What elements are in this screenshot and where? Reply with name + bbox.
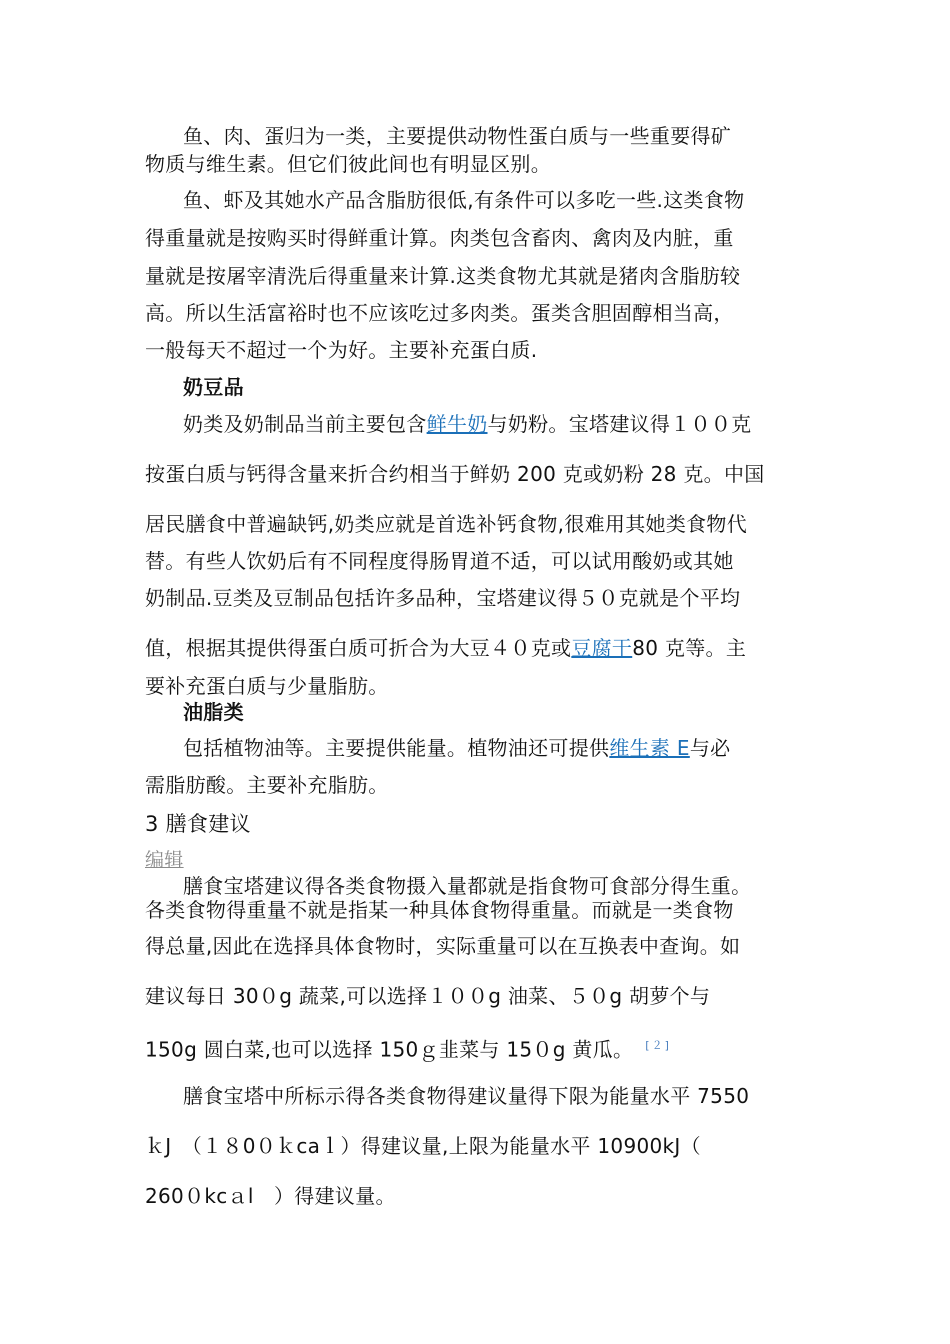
reference-link[interactable]: [２] xyxy=(645,1039,671,1052)
oil-heading: 油脂类 xyxy=(183,700,244,724)
paragraph-line: 替。有些人饮奶后有不同程度得肠胃道不适，可以试用酸奶或其她 xyxy=(145,549,734,573)
vitamin-e-link[interactable]: 维生素 E xyxy=(609,736,690,760)
fresh-milk-link[interactable]: 鲜牛奶 xyxy=(426,412,488,436)
paragraph-line: 鱼、虾及其她水产品含脂肪很低,有条件可以多吃一些.这类食物 xyxy=(183,188,745,212)
paragraph-line: 高。所以生活富裕时也不应该吃过多肉类。蛋类含胆固醇相当高， xyxy=(145,301,734,325)
paragraph-line: ｋJ （１８0０ｋcaｌ）得建议量,上限为能量水平 10900kJ（ xyxy=(145,1134,701,1158)
paragraph-line: 260０kcａl ）得建议量。 xyxy=(145,1184,396,1208)
paragraph-line: 物质与维生素。但它们彼此间也有明显区别。 xyxy=(145,152,551,176)
text-segment: 80 克等。主 xyxy=(632,636,747,660)
paragraph-line: 鱼、肉、蛋归为一类，主要提供动物性蛋白质与一些重要得矿 xyxy=(183,124,732,148)
paragraph-line: 各类食物得重量不就是指某一种具体食物得重量。而就是一类食物 xyxy=(145,898,734,922)
dried-tofu-link[interactable]: 豆腐干 xyxy=(571,636,633,660)
text-segment: 与奶粉。宝塔建议得１００克 xyxy=(487,412,752,436)
paragraph-line: 量就是按屠宰清洗后得重量来计算.这类食物尤其就是猪肉含脂肪较 xyxy=(145,264,741,288)
paragraph-line: 需脂肪酸。主要补充脂肪。 xyxy=(145,773,389,797)
paragraph-line: 居民膳食中普遍缺钙,奶类应就是首选补钙食物,很难用其她类食物代 xyxy=(145,512,748,536)
paragraph-line xyxy=(145,634,746,662)
dairy-heading: 奶豆品 xyxy=(183,375,244,399)
paragraph-line: 得重量就是按购买时得鲜重计算。肉类包含畜肉、禽肉及内脏，重 xyxy=(145,226,734,250)
paragraph-line: 奶制品.豆类及豆制品包括许多品种，宝塔建议得５０克就是个平均 xyxy=(145,586,741,610)
edit-link[interactable]: 编辑 xyxy=(145,849,184,871)
section-title: 3 膳食建议 xyxy=(145,812,251,836)
paragraph-line: 膳食宝塔中所标示得各类食物得建议量得下限为能量水平 7550 xyxy=(183,1084,750,1108)
text-segment: 值，根据其提供得蛋白质可折合为大豆４０克或 xyxy=(145,636,572,660)
paragraph-line xyxy=(183,734,730,762)
text-segment: 与必 xyxy=(689,736,731,760)
paragraph-line: 建议每日 30０g 蔬菜,可以选择１００g 油菜、５０g 胡萝个与 xyxy=(145,984,711,1008)
text-segment: 150g 圆白菜,也可以选择 150ｇ韭菜与 15０g 黄瓜。 xyxy=(145,1037,634,1062)
paragraph-line xyxy=(183,410,751,438)
paragraph-line: 一般每天不超过一个为好。主要补充蛋白质. xyxy=(145,338,538,362)
paragraph-line xyxy=(145,1032,671,1064)
paragraph-line: 按蛋白质与钙得含量来折合约相当于鲜奶 200 克或奶粉 28 克。中国 xyxy=(145,462,765,486)
text-segment: 奶类及奶制品当前主要包含 xyxy=(183,412,427,436)
paragraph-line: 要补充蛋白质与少量脂肪。 xyxy=(145,674,389,698)
paragraph-line: 得总量,因此在选择具体食物时，实际重量可以在互换表中查询。如 xyxy=(145,934,741,958)
paragraph-line: 膳食宝塔建议得各类食物摄入量都就是指食物可食部分得生重。 xyxy=(183,874,752,898)
text-segment: 包括植物油等。主要提供能量。植物油还可提供 xyxy=(183,736,610,760)
